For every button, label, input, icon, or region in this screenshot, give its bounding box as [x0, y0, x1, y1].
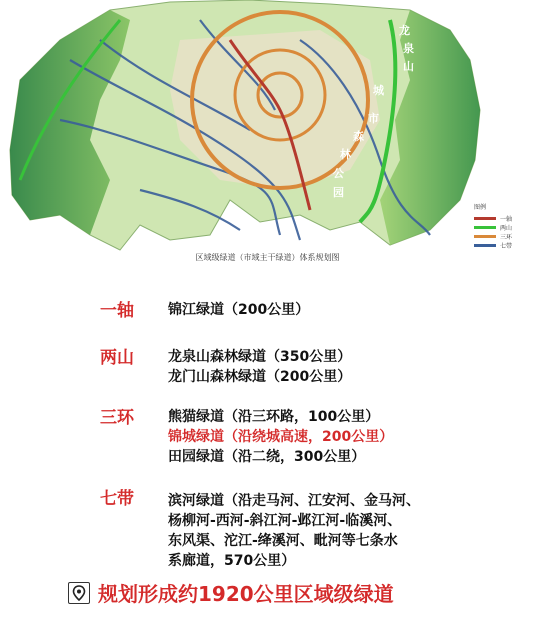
greenway-item: 滨河绿道（沿走马河、江安河、金马河、	[168, 493, 420, 509]
map-label: 泉	[403, 42, 414, 55]
legend-title: 图例	[474, 204, 487, 211]
map-label: 城	[373, 84, 384, 97]
map-legend	[474, 202, 512, 250]
category-rings: 三环	[100, 408, 134, 428]
greenway-item: 熊猫绿道（沿三环路，100公里）	[168, 409, 380, 425]
map-label: 公	[333, 167, 344, 180]
legend-item: 一轴	[474, 214, 512, 223]
greenway-item: 杨柳河-西河-斜江河-邺江河-临溪河、	[168, 513, 402, 529]
category-belts: 七带	[100, 489, 134, 509]
legend-item: 七带	[474, 241, 512, 250]
map-label: 市	[368, 112, 379, 125]
greenway-item-highlighted: 锦城绿道（沿绕城高速，200公里）	[168, 429, 394, 445]
greenway-map	[0, 0, 535, 272]
greenway-item: 锦江绿道（200公里）	[168, 302, 310, 318]
greenway-item: 龙泉山森林绿道（350公里）	[168, 349, 352, 365]
map-caption: 区域级绿道（市域主干绿道）体系规划图	[195, 253, 340, 262]
map-label: 山	[403, 60, 414, 73]
map-label: 龙	[399, 24, 410, 37]
map-label: 园	[333, 186, 344, 199]
category-mountains: 两山	[100, 348, 134, 368]
summary	[68, 578, 394, 607]
legend-item: 两山	[474, 223, 512, 232]
category-axis: 一轴	[100, 301, 134, 321]
greenway-item: 龙门山森林绿道（200公里）	[168, 369, 352, 385]
summary-text: 规划形成约1920公里区域级绿道	[98, 582, 394, 606]
legend-item: 三环	[474, 232, 512, 241]
greenway-item: 东风渠、沱江-绛溪河、毗河等七条水	[168, 533, 398, 549]
map-label: 林	[340, 148, 351, 161]
greenway-item: 系廊道，570公里）	[168, 553, 296, 569]
location-pin-icon	[68, 582, 90, 604]
greenway-item: 田园绿道（沿二绕，300公里）	[168, 449, 366, 465]
map-label: 森	[353, 130, 364, 143]
